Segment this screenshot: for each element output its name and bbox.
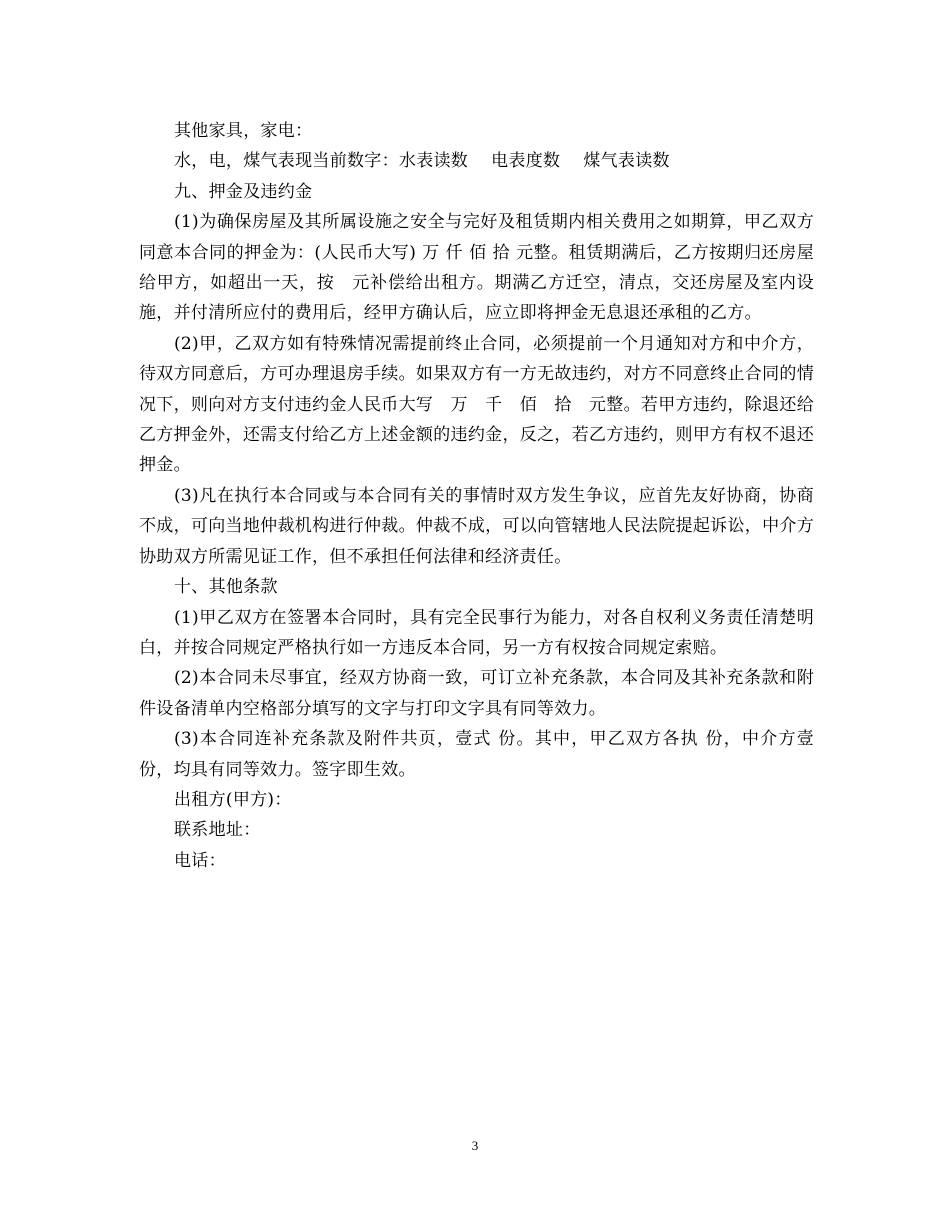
- section-heading-other-terms: 十、其他条款: [174, 577, 278, 598]
- lessor-label: 出租方(甲方)：: [174, 789, 292, 810]
- other-terms-clause-3: (3)本合同连补充条款及附件共页，壹式 份。其中，甲乙双方各执 份，中介方壹份，均具有同等效力。签字即生效。: [139, 729, 814, 780]
- section-heading-deposit: 九、押金及违约金: [174, 181, 313, 202]
- contact-address-label: 联系地址：: [174, 820, 261, 841]
- deposit-clause-1: (1)为确保房屋及其所属设施之安全与完好及租赁期内相关费用之如期算，甲乙双方同意本合同的押金为：(人民币大写) 万 仟 佰 拾 元整。租赁期满后，乙方按期归还房屋给甲方，如超出一天，按 元补偿给出租方。期满乙方迁空，清点，交还房屋及室内设施，并付清所应付的费用后，经甲方确认后，应立即将押金无息退还承租的乙方。: [139, 212, 814, 324]
- deposit-clause-3: (3)凡在执行本合同或与本合同有关的事情时双方发生争议，应首先友好协商，协商不成，可向当地仲裁机构进行仲裁。仲裁不成，可以向管辖地人民法院提起诉讼，中介方协助双方所需见证工作，但不承担任何法律和经济责任。: [139, 485, 814, 567]
- other-terms-clause-1: (1)甲乙双方在签署本合同时，具有完全民事行为能力，对各自权利义务责任清楚明白，并按合同规定严格执行如一方违反本合同，另一方有权按合同规定索赔。: [139, 607, 814, 658]
- document-body: [139, 116, 814, 876]
- phone-label: 电话：: [174, 850, 226, 871]
- meter-readings-line: 水，电，煤气表现当前数字：水表读数 电表度数 煤气表读数: [174, 151, 670, 172]
- other-terms-clause-2: (2)本合同未尽事宜，经双方协商一致，可订立补充条款，本合同及其补充条款和附件设备清单内空格部分填写的文字与打印文字具有同等效力。: [139, 668, 814, 719]
- page-number: 3: [471, 1138, 479, 1153]
- furniture-appliances-line: 其他家具，家电：: [174, 121, 313, 141]
- deposit-clause-2: (2)甲，乙双方如有特殊情况需提前终止合同，必须提前一个月通知对方和中介方，待双方同意后，方可办理退房手续。如果双方有一方无故违约，对方不同意终止合同的情况下，则向对方支付违约金人民币大写 万 千 佰 拾 元整。若甲方违约，除退还给乙方押金外，还需支付给乙方上述金额的违约金，反之，若乙方违约，则甲方有权不退还押金。: [139, 333, 814, 476]
